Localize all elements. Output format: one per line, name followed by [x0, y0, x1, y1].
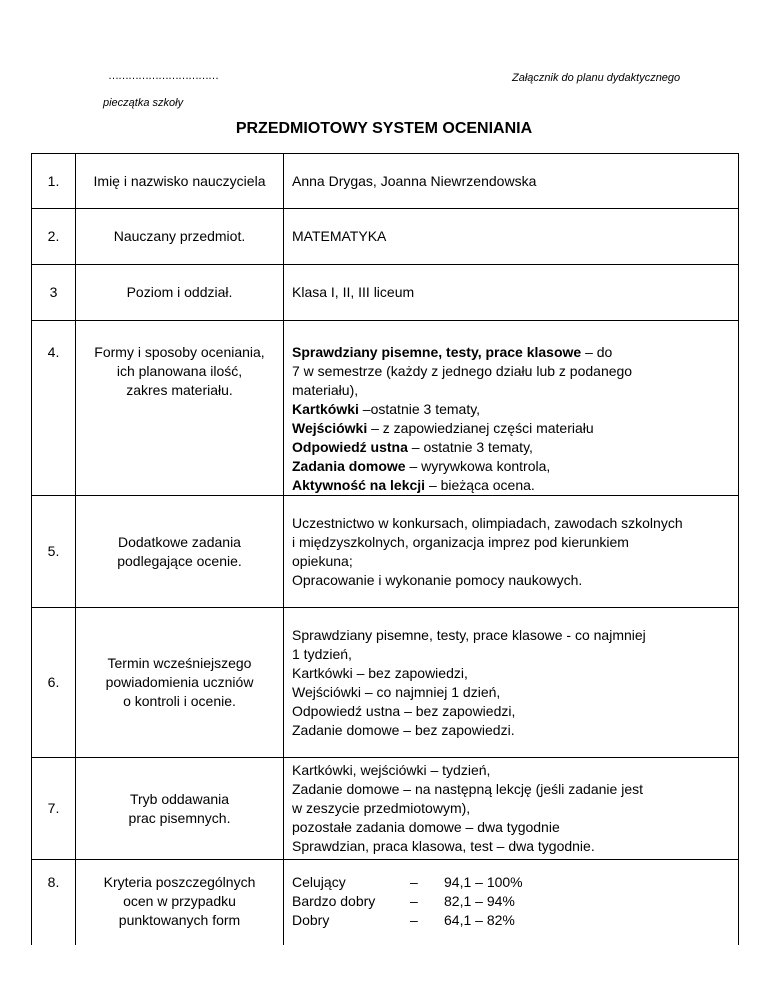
grade-dash: – — [410, 912, 418, 928]
grade-range: 64,1 – 82% — [444, 912, 515, 928]
row-label-line: Kryteria poszczególnych — [103, 874, 256, 890]
row-label: Imię i nazwisko nauczyciela — [76, 154, 284, 209]
row-value — [284, 608, 739, 758]
table-row — [32, 154, 739, 209]
table-row — [32, 496, 739, 608]
row-label-line: Termin wcześniejszego — [107, 655, 252, 671]
row-value — [284, 496, 739, 608]
table-row — [32, 321, 739, 496]
value-line: Opracowanie i wykonanie pomocy naukowych. — [292, 571, 583, 588]
value-line: Kartkówki, wejściówki – tydzień, — [292, 762, 491, 778]
attachment-note: Załącznik do planu dydaktycznego — [512, 72, 681, 84]
table-row — [32, 758, 739, 860]
grade-range: 94,1 – 100% — [444, 874, 523, 890]
grade-name: Bardzo dobry — [292, 893, 376, 909]
row-label-line: Tryb oddawania — [129, 790, 230, 807]
row-label-line: zakres materiału. — [126, 382, 233, 398]
school-stamp-label: pieczątka szkoły — [103, 97, 184, 109]
value-line: Sprawdziany pisemne, testy, prace klasowe – do — [292, 344, 613, 360]
table-row — [32, 209, 739, 265]
row-number: 6. — [32, 608, 76, 758]
table-row — [32, 860, 739, 945]
row-number: 8. — [32, 860, 76, 945]
row-label: Nauczany przedmiot. — [76, 209, 284, 265]
grade-dash: – — [410, 874, 418, 890]
row-label-line: ocen w przypadku — [123, 893, 236, 909]
value-line: i międzyszkolnych, organizacja imprez pod kierunkiem — [292, 533, 629, 550]
row-number: 1. — [32, 154, 76, 209]
row-number: 4. — [32, 321, 76, 496]
row-label-line: ich planowana ilość, — [116, 363, 243, 379]
row-label — [76, 496, 284, 608]
stamp-placeholder-dots: …………………………… — [108, 70, 218, 82]
value-line: Zadanie domowe – na następną lekcję (jeśli zadanie jest — [292, 781, 643, 797]
value-line: Kartkówki – bez zapowiedzi, — [292, 664, 468, 681]
grading-system-table — [31, 153, 739, 945]
value-line: Zadania domowe – wyrywkowa kontrola, — [292, 458, 551, 474]
row-label-line: Dodatkowe zadania — [118, 533, 241, 550]
value-line: opiekuna; — [292, 552, 353, 569]
value-line: Wejściówki – co najmniej 1 dzień, — [292, 683, 501, 700]
grade-dash: – — [410, 893, 418, 909]
value-line: 7 w semestrze (każdy z jednego działu lub z podanego — [292, 363, 633, 379]
row-value — [284, 321, 739, 496]
row-number: 7. — [32, 758, 76, 860]
value-line: Uczestnictwo w konkursach, olimpiadach, zawodach szkolnych — [292, 514, 683, 531]
row-label-line: powiadomienia uczniów — [105, 674, 254, 690]
row-number: 3 — [32, 265, 76, 321]
row-number: 5. — [32, 496, 76, 608]
value-line: Odpowiedź ustna – bez zapowiedzi, — [292, 702, 516, 719]
grade-row — [292, 892, 732, 911]
value-line: Kartkówki –ostatnie 3 tematy, — [292, 401, 481, 417]
value-line: Sprawdzian, praca klasowa, test – dwa tygodnie. — [292, 838, 595, 854]
row-number: 2. — [32, 209, 76, 265]
grade-name: Dobry — [292, 912, 330, 928]
row-label-line: Formy i sposoby oceniania, — [94, 344, 265, 360]
value-line: Sprawdziany pisemne, testy, prace klasowe - co najmniej — [292, 626, 646, 643]
value-line: materiału), — [292, 382, 359, 398]
row-label — [76, 321, 284, 496]
row-label — [76, 758, 284, 860]
table-row — [32, 608, 739, 758]
row-label-line: o kontroli i ocenie. — [123, 693, 236, 709]
row-label — [76, 860, 284, 945]
row-value: Anna Drygas, Joanna Niewrzendowska — [284, 154, 739, 209]
row-value — [284, 860, 739, 945]
row-label: Poziom i oddział. — [76, 265, 284, 321]
value-line: 1 tydzień, — [292, 645, 352, 662]
grade-range: 82,1 – 94% — [444, 893, 515, 909]
value-line: Wejściówki – z zapowiedzianej części materiału — [292, 420, 594, 436]
row-label-line: podlegające ocenie. — [117, 552, 242, 569]
value-line: Zadanie domowe – bez zapowiedzi. — [292, 721, 515, 738]
row-value — [284, 758, 739, 860]
row-label — [76, 608, 284, 758]
row-value: Klasa I, II, III liceum — [284, 265, 739, 321]
grade-row — [292, 873, 732, 892]
grade-row — [292, 911, 732, 930]
value-line: pozostałe zadania domowe – dwa tygodnie — [292, 819, 560, 835]
table-row — [32, 265, 739, 321]
page-title: PRZEDMIOTOWY SYSTEM OCENIANIA — [235, 120, 533, 137]
value-line: Odpowiedź ustna – ostatnie 3 tematy, — [292, 439, 533, 455]
row-label-line: punktowanych form — [118, 912, 241, 928]
row-value: MATEMATYKA — [284, 209, 739, 265]
value-line: w zeszycie przedmiotowym), — [292, 800, 471, 816]
value-line: Aktywność na lekcji – bieżąca ocena. — [292, 477, 535, 493]
grade-name: Celujący — [292, 874, 346, 890]
row-label-line: prac pisemnych. — [128, 809, 231, 826]
